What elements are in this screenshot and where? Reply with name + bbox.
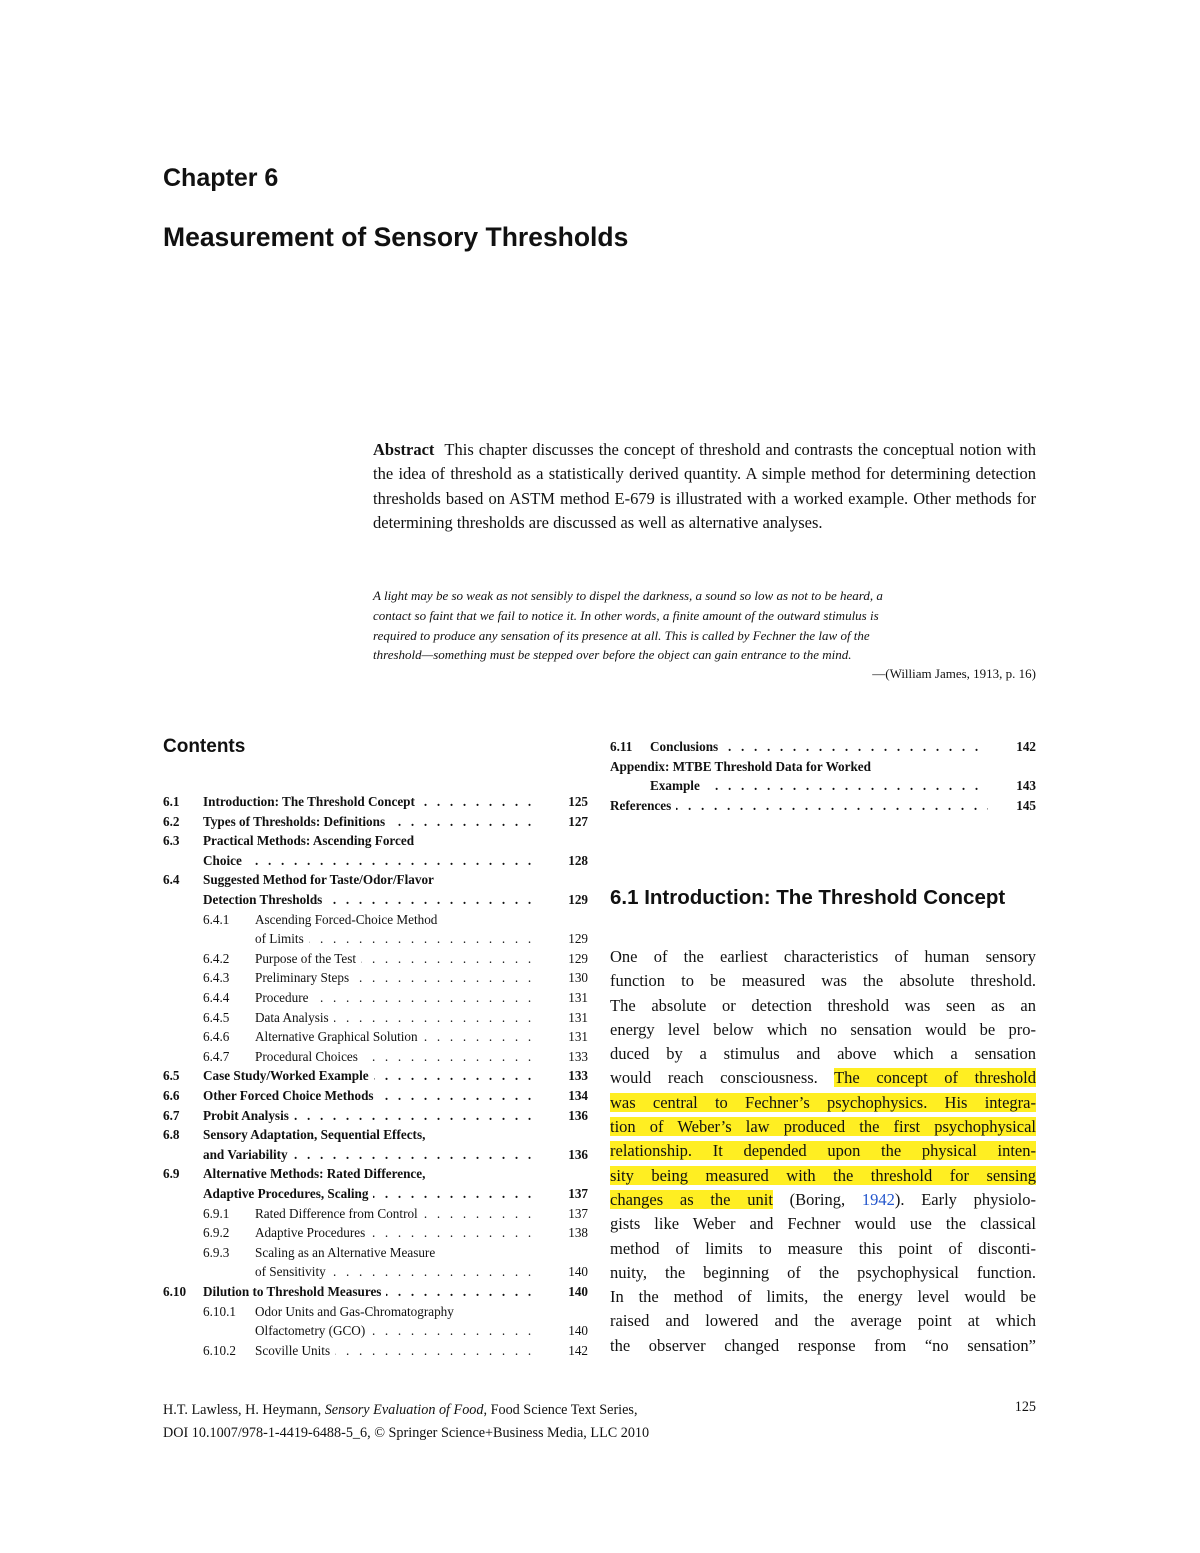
- toc-entry-number: 6.10.2: [203, 1342, 236, 1358]
- toc-entry-number: 6.9.2: [203, 1225, 230, 1241]
- text-line: [610, 1188, 1036, 1212]
- toc-entry-page: 131: [568, 990, 588, 1005]
- chapter-title: Measurement of Sensory Thresholds: [163, 222, 629, 252]
- toc-entry-number: 6.7: [163, 1107, 180, 1123]
- toc-entry: [163, 1341, 588, 1361]
- toc-entry-title: Choice . . .: [203, 851, 540, 871]
- toc-entry-title: References . . .: [610, 796, 988, 816]
- toc-entry: [163, 1321, 588, 1341]
- footer-line-2: DOI 10.1007/978-1-4419-6488-5_6, © Springer Science+Business Media, LLC 2010: [163, 1424, 650, 1441]
- text-line: [610, 1091, 1036, 1115]
- toc-entry-number: 6.4.2: [203, 950, 230, 966]
- contents-heading: Contents: [163, 736, 246, 757]
- toc-entry: [163, 1282, 588, 1302]
- toc-entry-title: Dilution to Threshold Measures . . .: [203, 1282, 540, 1302]
- text-line: [610, 1164, 1036, 1188]
- text-line: [610, 1334, 1036, 1358]
- toc-entry: [163, 949, 588, 969]
- footer-series: , Food Science Text Series,: [483, 1402, 638, 1418]
- text-line: [610, 969, 1036, 993]
- citation-link[interactable]: 1942: [861, 1189, 895, 1209]
- toc-entry: [163, 1262, 588, 1282]
- toc-entry-number: 6.10.1: [203, 1303, 236, 1319]
- toc-entry-page: 129: [568, 950, 588, 966]
- toc-entry-title: and Variability . . .: [203, 1145, 540, 1165]
- footer-authors: H.T. Lawless, H. Heymann,: [163, 1402, 325, 1418]
- toc-entry-number: 6.4.7: [203, 1048, 230, 1064]
- toc-entry-title: Procedural Choices . . .: [255, 1047, 540, 1067]
- toc-entry-title: Preliminary Steps . . .: [255, 968, 540, 988]
- text-run: would reach consciousness.: [610, 1068, 835, 1088]
- toc-entry-page: 143: [1016, 778, 1036, 794]
- toc-entry-title: of Sensitivity . . .: [255, 1262, 540, 1282]
- toc-entry-title: Rated Difference from Control . . .: [255, 1204, 540, 1224]
- text-run: function to be measured was the absolute threshold.: [610, 971, 1036, 991]
- epigraph: [373, 586, 1036, 665]
- toc-entry-page: 129: [568, 931, 588, 947]
- toc-entry: [163, 1223, 588, 1243]
- text-line: [610, 994, 1036, 1018]
- toc-entry-page: 129: [568, 892, 588, 907]
- footer-page-number: 125: [1014, 1399, 1036, 1415]
- toc-entry-title: Procedure . . .: [255, 988, 540, 1008]
- text-run: One of the earliest characteristics of human sensory: [610, 947, 1036, 966]
- abstract: [373, 438, 1036, 535]
- toc-entry-number: 6.6: [163, 1088, 180, 1103]
- toc-entry-page: 125: [568, 794, 588, 809]
- toc-entry-title: Alternative Methods: Rated Difference,: [203, 1164, 588, 1184]
- toc-entry: [163, 870, 588, 890]
- text-line: [610, 1285, 1036, 1309]
- toc-entry-page: 145: [1016, 797, 1036, 813]
- text-line: [610, 1261, 1036, 1285]
- toc-entry-page: 127: [568, 813, 588, 829]
- toc-entry-number: 6.4.1: [203, 911, 230, 927]
- toc-entry-number: 6.9: [163, 1166, 180, 1182]
- toc-entry-page: 136: [568, 1146, 588, 1162]
- toc-entry-page: 137: [568, 1186, 588, 1201]
- toc-entry-number: 6.4.3: [203, 970, 230, 986]
- toc-entry-title: Case Study/Worked Example . . .: [203, 1066, 540, 1086]
- toc-entry-title: of Limits . . .: [255, 929, 540, 949]
- toc-entry-number: 6.4.6: [203, 1029, 230, 1045]
- toc-entry-page: 140: [568, 1264, 588, 1280]
- text-run: (Boring,: [772, 1189, 862, 1209]
- highlighted-text: tion of Weber’s law produced the first psychophysical: [610, 1117, 1036, 1137]
- toc-entry-title: Introduction: The Threshold Concept . . .: [203, 792, 540, 812]
- toc-entry-page: 133: [568, 1048, 588, 1064]
- toc-entry-page: 128: [568, 852, 588, 868]
- toc-entry-title: Scaling as an Alternative Measure: [255, 1243, 588, 1263]
- highlighted-text: sity being measured with the threshold for sensing: [610, 1165, 1036, 1185]
- toc-entry: [610, 796, 1036, 816]
- epigraph-line: required to produce any sensation of its presence at all. This is called by Fechner the law of the: [373, 627, 870, 643]
- toc-right-column: [610, 737, 1036, 837]
- text-run: energy level below which no sensation would be pro-: [610, 1019, 1036, 1039]
- text-run: the observer changed response from “no sensation”: [610, 1335, 1036, 1355]
- abstract-heading: Abstract: [373, 440, 435, 459]
- toc-entry-number: 6.10: [163, 1284, 187, 1299]
- toc-entry-number: 6.3: [163, 833, 180, 849]
- intro-paragraph: [610, 945, 1036, 1358]
- text-line: [610, 1237, 1036, 1261]
- toc-entry-title: Types of Thresholds: Definitions . . .: [203, 812, 540, 832]
- highlighted-text: was central to Fechner’s psychophysics. His integra-: [610, 1092, 1036, 1112]
- highlighted-text: changes as the unit: [610, 1189, 773, 1209]
- toc-entry-page: 140: [568, 1284, 588, 1299]
- toc-entry-title: Sensory Adaptation, Sequential Effects,: [203, 1125, 588, 1145]
- toc-entry: [163, 1243, 588, 1263]
- toc-entry: [610, 776, 1036, 796]
- toc-entry-page: 137: [568, 1205, 588, 1221]
- text-line: [610, 1309, 1036, 1333]
- toc-entry-number: 6.4: [163, 872, 180, 888]
- toc-entry-page: 142: [1016, 739, 1036, 754]
- section-heading: 6.1 Introduction: The Threshold Concept: [610, 886, 1006, 909]
- toc-entry-page: 138: [568, 1225, 588, 1241]
- toc-entry: [163, 1008, 588, 1028]
- highlighted-text: The concept of threshold: [834, 1068, 1037, 1088]
- toc-entry-page: 142: [568, 1342, 588, 1358]
- toc-entry: [163, 1027, 588, 1047]
- toc-entry-page: 131: [568, 1009, 588, 1025]
- toc-entry-title: Other Forced Choice Methods . . .: [203, 1086, 540, 1106]
- text-line: [610, 1018, 1036, 1042]
- toc-entry: [163, 1086, 588, 1106]
- text-line: [610, 1139, 1036, 1163]
- toc-entry-number: 6.5: [163, 1068, 180, 1084]
- epigraph-line: A light may be so weak as not sensibly to dispel the darkness, a sound so low as not to be heard, a: [373, 588, 883, 603]
- abstract-text: This chapter discusses the concept of threshold and contrasts the conceptual notion with the idea of threshold as a statistically derived quantity. A simple method for determining detection thresholds based on ASTM method E-679 is illustrated with a worked example. Other methods for determining thresholds are discussed as well as alternative analyses.: [373, 440, 1036, 532]
- text-run: gists like Weber and Fechner would use the classical: [610, 1214, 1036, 1234]
- highlighted-text: relationship. It depended upon the physical inten-: [610, 1141, 1036, 1161]
- toc-entry: [163, 1204, 588, 1224]
- text-line: [610, 1066, 1036, 1090]
- toc-entry-title: Probit Analysis . . .: [203, 1106, 540, 1126]
- toc-entry-page: 130: [568, 970, 588, 986]
- toc-entry-number: 6.2: [163, 813, 180, 829]
- text-run: ). Early physiolo-: [894, 1189, 1036, 1209]
- toc-entry: [163, 1047, 588, 1067]
- toc-entry-page: 136: [568, 1107, 588, 1123]
- toc-entry-number: 6.9.1: [203, 1205, 230, 1221]
- epigraph-line: contact so faint that we fail to notice it. In other words, a finite amount of the outward stimulus is: [373, 607, 879, 623]
- toc-entry: [163, 910, 588, 930]
- toc-left-column: [163, 792, 588, 1372]
- toc-entry: [163, 831, 588, 851]
- text-line: [610, 1042, 1036, 1066]
- toc-entry-title: Data Analysis . . .: [255, 1008, 540, 1028]
- toc-entry-page: 140: [568, 1323, 588, 1339]
- text-run: nuity, the beginning of the psychophysical function.: [610, 1262, 1036, 1282]
- toc-entry-number: 6.4.5: [203, 1009, 230, 1025]
- toc-entry: [163, 968, 588, 988]
- text-run: duced by a stimulus and above which a sensation: [610, 1044, 1036, 1064]
- toc-entry: [163, 812, 588, 832]
- toc-entry-title: Adaptive Procedures . . .: [255, 1223, 540, 1243]
- chapter-label: Chapter 6: [163, 164, 279, 192]
- toc-entry: [163, 988, 588, 1008]
- footer-citation: [163, 1399, 649, 1444]
- footer-book-title: Sensory Evaluation of Food: [324, 1402, 484, 1418]
- epigraph-line: threshold—something must be stepped over before the object can gain entrance to the mind.: [373, 647, 852, 663]
- toc-entry: [163, 1125, 588, 1145]
- toc-entry-number: 6.4.4: [203, 990, 230, 1005]
- toc-entry: [163, 890, 588, 910]
- toc-entry-number: 6.1: [163, 794, 180, 809]
- toc-entry-title: Example . . .: [650, 776, 988, 796]
- text-line: [610, 1212, 1036, 1236]
- text-run: method of limits to measure this point of disconti-: [610, 1238, 1036, 1258]
- toc-entry-title: Practical Methods: Ascending Forced: [203, 831, 588, 851]
- toc-entry-title: Conclusions . . .: [650, 737, 988, 757]
- toc-entry: [163, 1164, 588, 1184]
- toc-entry-title: Purpose of the Test . . .: [255, 949, 540, 969]
- toc-entry-page: 131: [568, 1029, 588, 1045]
- toc-entry: [163, 1106, 588, 1126]
- toc-entry: [163, 929, 588, 949]
- toc-entry-number: 6.8: [163, 1127, 180, 1143]
- toc-entry: [163, 1145, 588, 1165]
- toc-entry: [163, 792, 588, 812]
- text-run: The absolute or detection threshold was seen as an: [610, 995, 1036, 1015]
- text-run: raised and lowered and the average point at which: [610, 1311, 1036, 1331]
- text-line: [610, 1115, 1036, 1139]
- toc-entry: [163, 1066, 588, 1086]
- toc-entry-title: Scoville Units . . .: [255, 1341, 540, 1361]
- toc-entry-page: 133: [568, 1068, 588, 1084]
- toc-entry-title: Alternative Graphical Solution . . .: [255, 1027, 540, 1047]
- text-line: [610, 945, 1036, 969]
- text-run: In the method of limits, the energy level would be: [610, 1287, 1036, 1307]
- toc-entry-page: 134: [568, 1088, 588, 1103]
- toc-entry: [163, 851, 588, 871]
- toc-entry: [610, 737, 1036, 757]
- toc-entry: [163, 1302, 588, 1322]
- toc-entry: [610, 757, 1036, 777]
- toc-entry-title: Appendix: MTBE Threshold Data for Worked: [610, 757, 1036, 777]
- footer-line-1: [163, 1399, 649, 1422]
- toc-entry-number: 6.9.3: [203, 1244, 230, 1260]
- toc-entry-title: Adaptive Procedures, Scaling . . .: [203, 1184, 540, 1204]
- epigraph-attribution: —(William James, 1913, p. 16): [872, 666, 1036, 681]
- toc-entry-title: Odor Units and Gas-Chromatography: [255, 1302, 588, 1322]
- toc-entry-title: Olfactometry (GCO) . . .: [255, 1321, 540, 1341]
- toc-entry: [163, 1184, 588, 1204]
- toc-entry-title: Detection Thresholds . . .: [203, 890, 540, 910]
- toc-entry-title: Ascending Forced-Choice Method: [255, 910, 588, 930]
- toc-entry-title: Suggested Method for Taste/Odor/Flavor: [203, 870, 588, 890]
- toc-entry-number: 6.11: [610, 739, 633, 754]
